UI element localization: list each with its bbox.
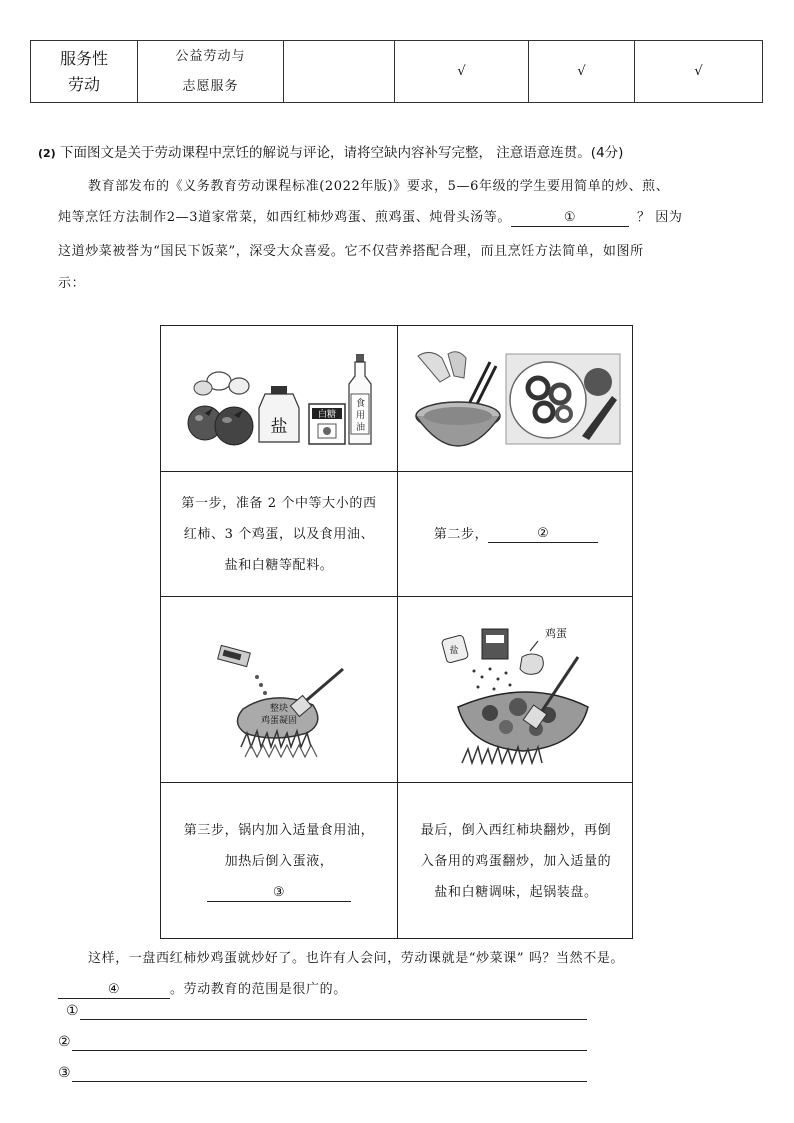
step-4-line-3: 盐和白糖调味，起锅装盘。 xyxy=(434,884,598,900)
step-3-line-2: 加热后倒入蛋液， xyxy=(224,853,334,869)
step-4-line-1: 最后，倒入西红柿块翻炒，再倒 xyxy=(420,822,612,838)
shaker-label: 盐 xyxy=(449,646,459,656)
ingredients-illustration xyxy=(161,326,397,471)
passage-line-3: 这道炒菜被誉为“国民下饭菜”，深受大众喜爱。它不仅营养搭配合理，而且烹饪方法简单，如图所 xyxy=(58,244,644,259)
step-2-text xyxy=(398,472,634,596)
sugar-label: 白糖 xyxy=(317,410,337,420)
step-2-prefix: 第二步， xyxy=(433,526,489,542)
step-3-text xyxy=(161,783,397,939)
question-prompt xyxy=(38,141,623,161)
conclusion-line-2 xyxy=(58,978,758,999)
step-1-line-3: 盐和白糖等配料。 xyxy=(224,557,334,573)
step-1-text xyxy=(161,472,397,596)
answer-label-3: ③ xyxy=(58,1065,71,1081)
item-cell xyxy=(138,41,284,103)
empty-cell xyxy=(284,41,395,103)
step-1-line-1: 第一步，准备 2 个中等大小的西 xyxy=(181,495,377,511)
stir-fry-illustration xyxy=(398,597,634,782)
recipe-steps-grid xyxy=(160,325,633,939)
egg-clump-label-2: 鸡蛋凝固 xyxy=(260,716,298,726)
step-4-line-2: 入备用的鸡蛋翻炒，加入适量的 xyxy=(420,853,612,869)
tick-cell-1: √ xyxy=(395,41,529,103)
passage-line-2b: ？ 因为 xyxy=(636,210,683,225)
answer-label-2: ② xyxy=(58,1034,71,1050)
question-number: (2) xyxy=(38,147,56,160)
blank-1[interactable]: ① xyxy=(511,210,629,227)
passage-line-2 xyxy=(58,206,758,227)
step-1-line-2: 红柿、3 个鸡蛋，以及食用油、 xyxy=(183,526,375,542)
answer-line-2[interactable] xyxy=(72,1050,587,1051)
egg-clump-label-1: 整块 xyxy=(269,704,289,714)
salt-label: 盐 xyxy=(270,417,288,437)
tick-cell-2: √ xyxy=(529,41,635,103)
answer-label-1: ① xyxy=(66,1003,79,1019)
question-text: 下面图文是关于劳动课程中烹饪的解说与评论，请将空缺内容补写完整， 注意语意连贯。(4分) xyxy=(60,145,624,161)
tick-cell-3: √ xyxy=(635,41,763,103)
step-3-line-1: 第三步，锅内加入适量食用油， xyxy=(183,822,375,838)
blank-3[interactable]: ③ xyxy=(207,885,351,902)
answer-line-3[interactable] xyxy=(72,1081,587,1082)
conclusion-line-2-rest: 。劳动教育的范围是很广的。 xyxy=(170,982,347,997)
preparation-illustration xyxy=(398,326,634,471)
egg-label: 鸡蛋 xyxy=(545,627,567,640)
item-line1: 公益劳动与 xyxy=(175,48,246,64)
item-line2: 志愿服务 xyxy=(182,78,239,94)
row-label-line2: 劳动 xyxy=(67,74,100,94)
row-label xyxy=(31,41,138,103)
blank-4[interactable]: ④ xyxy=(58,982,170,999)
egg-frying-illustration xyxy=(161,597,397,782)
passage-line-1: 教育部发布的《义务教育劳动课程标准(2022年版)》要求，5—6年级的学生要用简单的炒、煎、 xyxy=(88,179,670,194)
row-label-line1: 服务性 xyxy=(59,48,108,68)
blank-2[interactable]: ② xyxy=(488,526,598,543)
answer-line-1[interactable] xyxy=(80,1019,587,1020)
passage-line-2a: 炖等烹饪方法制作2—3道家常菜，如西红柿炒鸡蛋、煎鸡蛋、炖骨头汤等。 xyxy=(58,210,511,225)
conclusion-line-1: 这样，一盘西红柿炒鸡蛋就炒好了。也许有人会问，劳动课就是“炒菜课” 吗？当然不是。 xyxy=(88,951,625,966)
category-table xyxy=(30,40,763,103)
step-4-text xyxy=(398,783,634,939)
passage-line-4: 示： xyxy=(58,276,86,291)
oil-label: 食用油 xyxy=(356,399,366,433)
